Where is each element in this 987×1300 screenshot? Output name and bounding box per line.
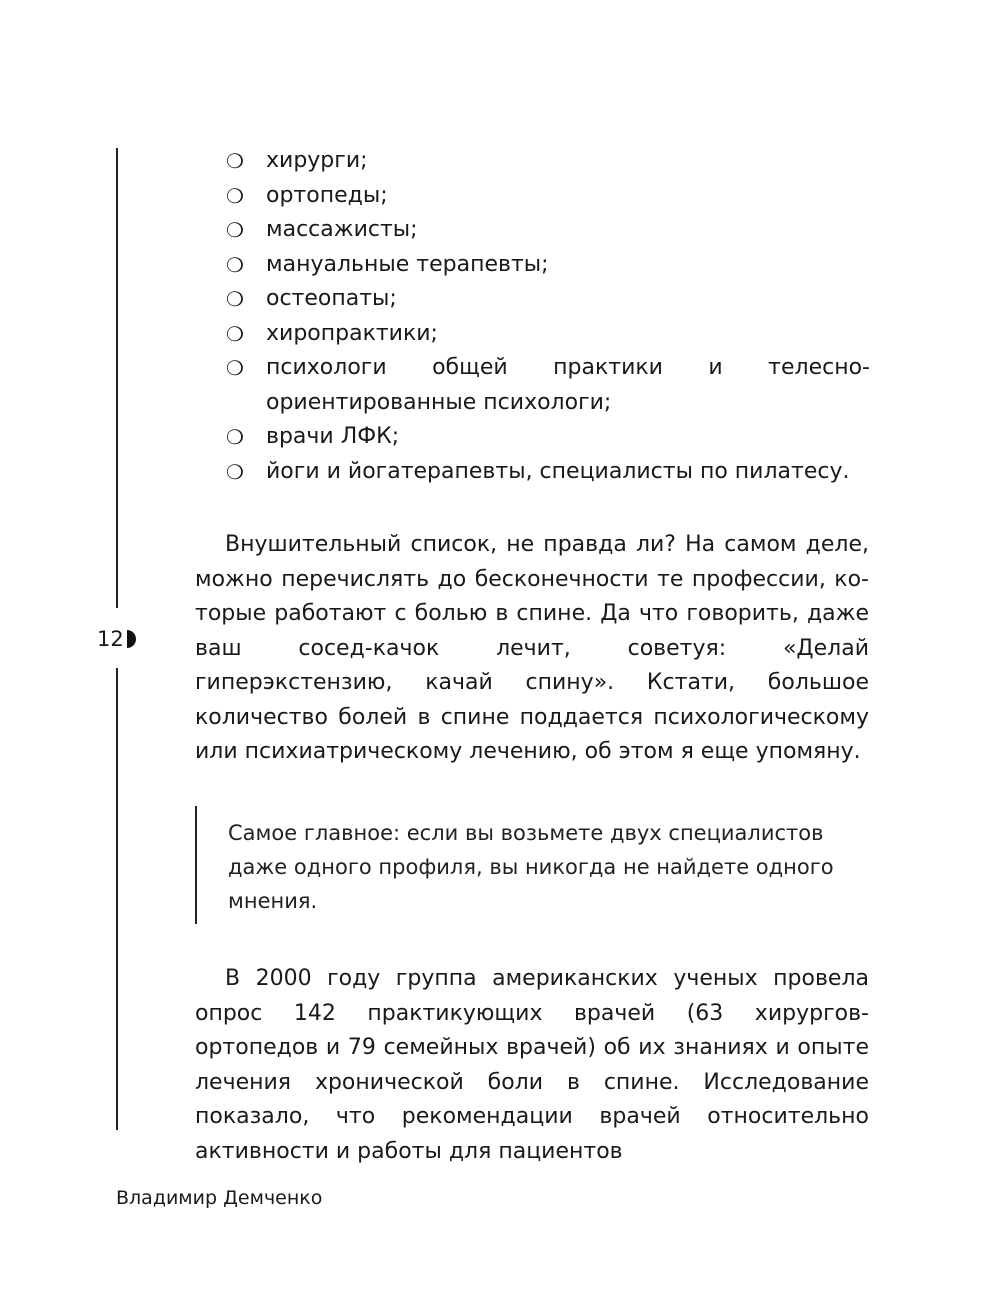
half-moon-icon [127,630,136,648]
body-paragraph: Внушительный список, не правда ли? На самом деле, можно перечислять до бесконечности те профессии, которые работают с болью в спине. Да что говорить, даже ваш сосед-качок лечит, советуя: «Делай гиперэкстензию, качай спину». Кстати, большое количество болей в спине поддается психологическому или психиатрическому лечению, об этом я еще упомяну. [195,532,869,764]
list-item [226,248,870,283]
margin-rule-bottom [116,668,118,1130]
circle-bullet-icon: ❍ [226,183,244,208]
circle-bullet-icon: ❍ [226,459,244,484]
margin-rule-top [116,148,118,608]
list-item [226,455,870,490]
list-item [226,351,870,420]
pull-quote: Самое главное: если вы возьмете двух специалистов даже одного профиля, вы никогда не найдете одного мнения. [228,821,834,913]
running-footer-author: Владимир Демченко [116,1187,323,1209]
list-item-text: мануальные терапевты; [266,251,549,277]
specialists-list [226,144,870,489]
list-item [226,317,870,352]
list-item-text: психологи общей практики и телесно-ориентированные психологи; [266,355,870,415]
body-paragraph: В 2000 году группа американских ученых провела опрос 142 практикующих врачей (63 хирургов-ортопедов и 79 семейных врачей) об их знаниях и опыте лечения хронической боли в спине. Исследование показало, что рекомендации врачей относительно активности и работы для пациентов [195,966,869,1164]
circle-bullet-icon: ❍ [226,218,244,242]
circle-bullet-icon: ❍ [226,149,244,173]
list-item-text: остеопаты; [266,286,397,311]
list-item-text: хирурги; [266,148,368,173]
list-item-text: йоги и йогатерапевты, специалисты по пилатесу. [266,458,850,484]
list-item-text: врачи ЛФК; [266,424,400,449]
list-item [226,179,870,214]
list-item [226,213,870,248]
circle-bullet-icon: ❍ [226,252,244,277]
list-item [226,144,870,179]
circle-bullet-icon: ❍ [226,321,244,346]
list-item-text: хиропрактики; [266,320,438,346]
quote-bar [195,806,197,924]
list-item [226,420,870,455]
page-number [97,624,136,654]
list-item-text: ортопеды; [266,182,388,208]
circle-bullet-icon: ❍ [226,356,244,380]
list-item [226,282,870,317]
circle-bullet-icon: ❍ [226,287,244,311]
list-item-text: массажисты; [266,217,418,242]
circle-bullet-icon: ❍ [226,425,244,449]
page-number-text: 12 [97,627,124,651]
